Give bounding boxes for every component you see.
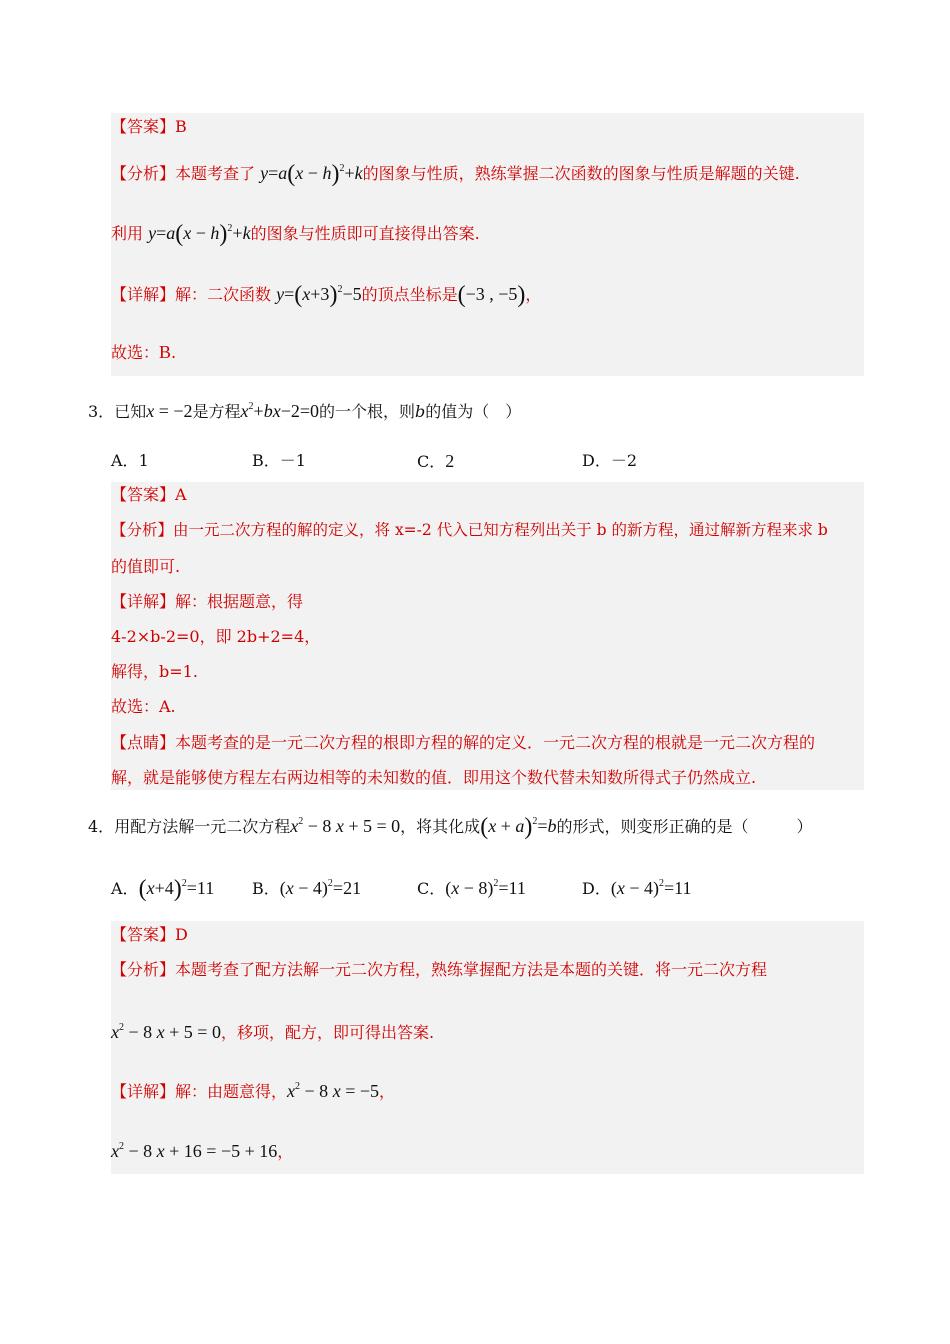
q4-analysis-equation: $x^2 - 8$ x + 5 = 0 — [111, 1022, 221, 1042]
q3-option-b[interactable]: B．－1 — [252, 451, 306, 470]
q2-detail-formula: $y=(x+3)^2-5$ — [276, 282, 362, 308]
q2-analysis-line: 【分析】本题考查了 $y=a(x - h)^2+k$的图象与性质，熟练掌握二次函数的图象与性质是解题的关键. — [111, 161, 800, 187]
q3-stem: 3．已知x = −2是方程$x^2+bx-2=0$的一个根，则b的值为（ ） — [88, 401, 522, 421]
q3-option-d[interactable]: D．－2 — [582, 451, 638, 470]
q4-analysis-line-2: $x^2 - 8$ x + 5 = 0，移项，配方，即可得出答案. — [111, 1022, 435, 1042]
q4-option-d[interactable]: D．$(x - 4)^2=11$ — [582, 878, 692, 898]
q3-option-a[interactable]: A．1 — [111, 451, 149, 470]
q4-analysis-line-1: 【分析】本题考查了配方法解一元二次方程，熟练掌握配方法是本题的关键．将一元二次方程 — [111, 960, 768, 979]
q3-equation: $x^2+bx-2=0$ — [240, 401, 319, 421]
q3-comment-line-1: 【点睛】本题考查的是一元二次方程的根即方程的解的定义．一元二次方程的根就是一元二次方程的 — [111, 733, 816, 752]
q3-comment-line-2: 解，就是能够使方程左右两边相等的未知数的值．即用这个数代替未知数所得式子仍然成立. — [111, 768, 757, 787]
q4-option-c[interactable]: C．$(x - 8)^2=11$ — [417, 878, 526, 898]
q4-option-b[interactable]: B．$(x - 4)^2=21$ — [252, 878, 362, 898]
q4-equation: $x^2 - 8$ x + 5 = 0 — [290, 816, 401, 836]
q2-detail-line: 【详解】解：二次函数 $y=(x+3)^2-5$的顶点坐标是(−3 , −5)， — [111, 282, 542, 308]
q4-form: $(x + a)^2=b$ — [480, 814, 557, 840]
q4-option-a[interactable]: A．$(x+4)^2=11$ — [111, 876, 215, 902]
q2-analysis-line-2: 利用 $y=a(x - h)^2+k$的图象与性质即可直接得出答案. — [111, 221, 480, 247]
q2-vertex-formula: $y=a(x - h)^2+k$ — [260, 161, 363, 187]
q4-detail-eq2: $x^2 - 8$ x + 16 = −5 + 16 — [111, 1141, 278, 1161]
q3-option-c[interactable]: C．2 — [417, 451, 455, 471]
q4-detail-line-2: $x^2 - 8$ x + 16 = −5 + 16， — [111, 1141, 294, 1161]
q3-detail-line-1: 【详解】解：根据题意，得 — [111, 592, 304, 611]
q3-analysis-line-1: 【分析】由一元二次方程的解的定义，将 x=-2 代入已知方程列出关于 b 的新方程，通过解新方程来求 b — [111, 521, 828, 539]
q3-analysis-line-2: 的值即可. — [111, 557, 181, 576]
q3-detail-line-3: 解得，b=1. — [111, 662, 198, 681]
q3-detail-line-2: 4-2×b-2=0，即 2b+2=4， — [111, 627, 321, 646]
q2-vertex-point: (−3 , −5) — [457, 282, 526, 308]
q4-answer-line: 【答案】D — [111, 925, 188, 944]
q2-vertex-formula-2: $y=a(x - h)^2+k$ — [148, 221, 251, 247]
q3-given: x = −2 — [146, 401, 193, 421]
q4-detail-line-1: 【详解】解：由题意得，$x^2 - 8$ x = −5， — [111, 1081, 396, 1101]
q2-choose-line: 故选：B. — [111, 342, 177, 362]
q3-choose-line: 故选：A. — [111, 697, 176, 716]
q3-answer-line: 【答案】A — [111, 485, 187, 504]
q4-stem: 4．用配方法解一元二次方程$x^2 - 8$ x + 5 = 0，将其化成$(x + a)^2=b$的形式，则变形正确的是（ ） — [88, 814, 813, 840]
q2-answer-line: 【答案】B — [111, 117, 187, 136]
q4-detail-eq1: $x^2 - 8$ x = −5 — [287, 1081, 379, 1101]
